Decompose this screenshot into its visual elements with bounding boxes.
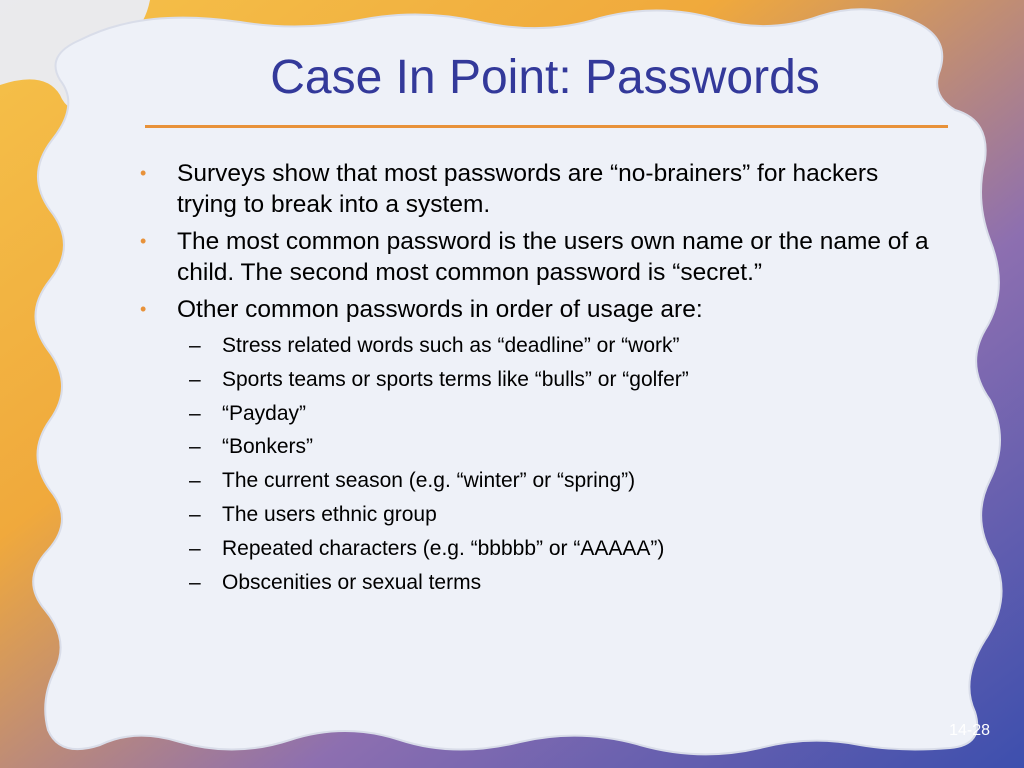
sub-bullet-text: Stress related words such as “deadline” or “work” [222, 334, 680, 357]
slide-title: Case In Point: Passwords [270, 51, 820, 104]
sub-bullet-text: “Payday” [222, 401, 307, 425]
bullet-dot-icon: • [140, 299, 147, 319]
sub-bullet-text: “Bonkers” [222, 435, 314, 459]
bullet-item [134, 158, 934, 220]
dash-icon: – [189, 401, 201, 425]
bullet-text: Other common passwords in order of usage are: [177, 296, 703, 323]
dash-icon: – [189, 367, 201, 391]
dash-icon: – [189, 334, 201, 357]
sub-bullet-item [177, 532, 934, 566]
sub-bullet-text: Sports teams or sports terms like “bulls” or “golfer” [222, 367, 689, 391]
sub-bullet-text: The current season (e.g. “winter” or “spring”) [222, 469, 636, 493]
bullet-item [134, 226, 934, 288]
title-underline [145, 125, 948, 128]
sub-bullet-item [177, 430, 934, 464]
dash-icon: – [189, 570, 201, 594]
bullet-list [134, 158, 934, 605]
sub-bullet-item [177, 566, 934, 600]
sub-bullet-text: The users ethnic group [222, 502, 437, 526]
sub-bullet-item [177, 498, 934, 532]
bullet-text: Surveys show that most passwords are “no-brainers” for hackers trying to break into a system. [177, 160, 879, 218]
dash-icon: – [189, 502, 201, 526]
sub-bullet-text: Repeated characters (e.g. “bbbbb” or “AAAAA”) [222, 536, 665, 560]
dash-icon: – [189, 469, 201, 493]
bullet-text: The most common password is the users own name or the name of a child. The second most common password is “secret.” [177, 228, 929, 286]
sub-bullet-item [177, 397, 934, 431]
sub-bullet-item [177, 363, 934, 397]
sub-bullet-item [177, 464, 934, 498]
sub-bullet-item [177, 329, 934, 363]
bullet-dot-icon: • [140, 163, 147, 183]
sub-bullet-text: Obscenities or sexual terms [222, 570, 482, 594]
dash-icon: – [189, 435, 201, 459]
bullet-item [134, 294, 934, 599]
dash-icon: – [189, 536, 201, 560]
bullet-dot-icon: • [140, 231, 147, 251]
page-number: 14-28 [949, 722, 990, 739]
sub-bullet-list [177, 329, 934, 599]
